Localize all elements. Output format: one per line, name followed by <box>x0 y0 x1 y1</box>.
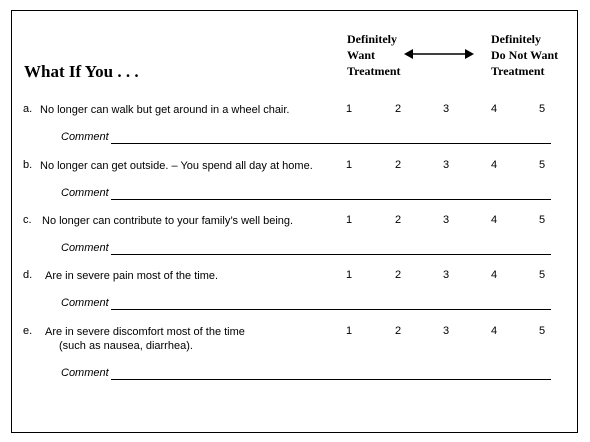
question-text <box>40 103 290 117</box>
question-text-line: Are in severe pain most of the time. <box>45 270 219 282</box>
comment-label: Comment <box>61 187 109 199</box>
question-text-line: (such as nausea, diarrhea). <box>59 340 193 352</box>
comment-field[interactable] <box>111 143 551 144</box>
question-letter: e. <box>23 325 33 337</box>
question-text <box>40 159 313 173</box>
rating-option-5[interactable]: 5 <box>538 159 546 171</box>
question-text <box>42 214 293 228</box>
arrow-head-right <box>465 49 474 59</box>
rating-option-2[interactable]: 2 <box>394 159 402 171</box>
rating-option-5[interactable]: 5 <box>538 269 546 281</box>
header-left-line: Definitely <box>347 32 397 46</box>
rating-option-3[interactable]: 3 <box>442 159 450 171</box>
rating-option-1[interactable]: 1 <box>345 159 353 171</box>
question-text <box>45 269 218 283</box>
rating-option-3[interactable]: 3 <box>442 214 450 226</box>
header-right-line: Definitely <box>491 32 541 46</box>
rating-option-5[interactable]: 5 <box>538 325 546 337</box>
rating-option-4[interactable]: 4 <box>490 103 498 115</box>
double-headed-arrow-icon <box>404 48 474 60</box>
comment-field[interactable] <box>111 379 551 380</box>
question-row-e <box>0 325 590 385</box>
comment-label: Comment <box>61 131 109 143</box>
rating-option-5[interactable]: 5 <box>538 214 546 226</box>
rating-option-1[interactable]: 1 <box>345 325 353 337</box>
rating-option-3[interactable]: 3 <box>442 325 450 337</box>
rating-option-4[interactable]: 4 <box>490 214 498 226</box>
question-letter: c. <box>23 214 32 226</box>
header-definitely-do-not-want <box>491 31 558 79</box>
header-right-line: Do Not Want <box>491 48 559 62</box>
question-row-c <box>0 214 590 264</box>
question-letter: b. <box>23 159 33 171</box>
rating-option-2[interactable]: 2 <box>394 325 402 337</box>
comment-label: Comment <box>61 242 109 254</box>
comment-field[interactable] <box>111 254 551 255</box>
rating-option-5[interactable]: 5 <box>538 103 546 115</box>
rating-option-3[interactable]: 3 <box>442 103 450 115</box>
question-row-d <box>0 269 590 319</box>
arrow-head-left <box>404 49 413 59</box>
question-text-line: Are in severe discomfort most of the time <box>45 326 245 338</box>
header-left-line: Want <box>347 48 376 62</box>
question-text <box>45 325 245 353</box>
question-text-line: No longer can contribute to your family’s well being. <box>42 215 294 227</box>
question-letter: d. <box>23 269 33 281</box>
question-row-a <box>0 103 590 153</box>
rating-option-2[interactable]: 2 <box>394 214 402 226</box>
question-letter: a. <box>23 103 33 115</box>
comment-label: Comment <box>61 367 109 379</box>
rating-option-3[interactable]: 3 <box>442 269 450 281</box>
rating-option-2[interactable]: 2 <box>394 269 402 281</box>
header-left-line: Treatment <box>347 64 401 78</box>
rating-option-1[interactable]: 1 <box>345 103 353 115</box>
rating-option-4[interactable]: 4 <box>490 325 498 337</box>
rating-option-1[interactable]: 1 <box>345 269 353 281</box>
question-text-line: No longer can get outside. – You spend all day at home. <box>40 160 313 172</box>
rating-option-1[interactable]: 1 <box>345 214 353 226</box>
page-title: What If You . . . <box>24 62 139 81</box>
comment-label: Comment <box>61 297 109 309</box>
rating-option-4[interactable]: 4 <box>490 269 498 281</box>
question-text-line: No longer can walk but get around in a wheel chair. <box>40 104 290 116</box>
rating-option-4[interactable]: 4 <box>490 159 498 171</box>
rating-option-2[interactable]: 2 <box>394 103 402 115</box>
header-definitely-want <box>347 31 401 79</box>
header-right-line: Treatment <box>491 64 545 78</box>
comment-field[interactable] <box>111 199 551 200</box>
question-row-b <box>0 159 590 209</box>
comment-field[interactable] <box>111 309 551 310</box>
